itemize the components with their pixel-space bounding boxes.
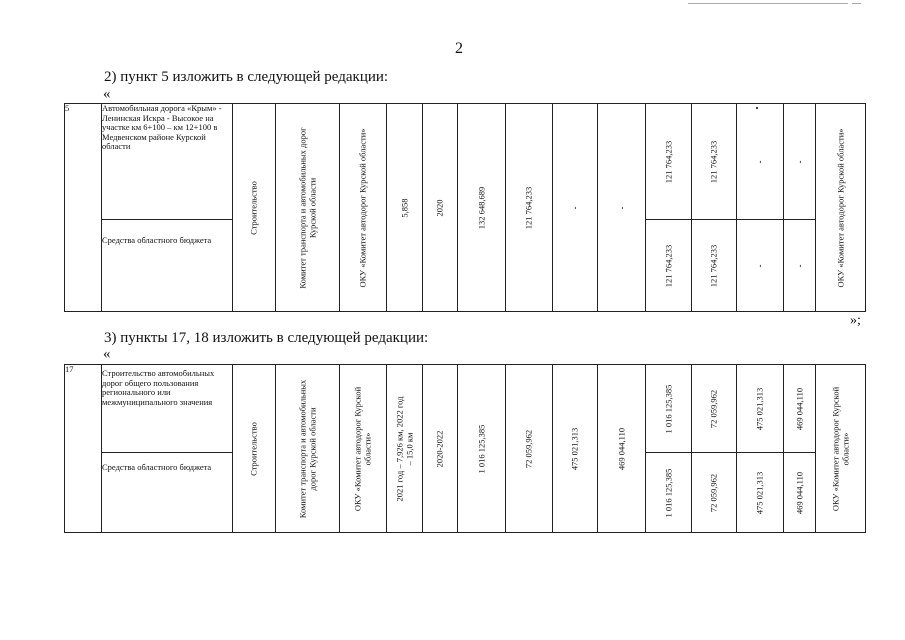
- bottom-value-2-cell: [692, 453, 737, 533]
- top-value-3: -: [754, 160, 765, 163]
- bottom-value-4: -: [793, 264, 804, 267]
- bottom-value-2: 72 059,962: [708, 473, 719, 512]
- top-value-2: 72 059,962: [708, 389, 719, 428]
- top-value-3-cell: [737, 104, 784, 220]
- work-type-cell: [233, 104, 276, 312]
- row-number: 5: [65, 104, 102, 312]
- top-value-4: 469 044,110: [793, 387, 804, 430]
- bottom-value-3-cell: [737, 453, 784, 533]
- total: 121 764,233: [523, 186, 534, 229]
- col9: 475 021,313: [569, 427, 580, 470]
- top-value-3: 475 021,313: [754, 387, 765, 430]
- object-name: Строительство автомобильных дорог общего пользования регионального или межмуниципального значения: [102, 365, 233, 453]
- object-name: Автомобильная дорога «Крым» - Ленинская Искра - Высокое на участке км 6+100 – км 12+100 в Медвенском районе Курской области: [102, 104, 233, 220]
- estimated-cost: 1 016 125,385: [475, 424, 486, 473]
- estimated-cost-cell: [458, 104, 506, 312]
- capacity-cell: [387, 365, 423, 533]
- top-value-1-cell: [646, 104, 692, 220]
- col9-cell: [553, 365, 598, 533]
- recipient-cell: [816, 365, 866, 533]
- funding-source: Средства областного бюджета: [102, 220, 233, 312]
- table-row: [65, 365, 866, 453]
- page-number: 2: [455, 40, 463, 57]
- bottom-value-4: 469 044,110: [793, 471, 804, 514]
- bottom-value-4-cell: [784, 220, 816, 312]
- col10: -: [615, 206, 626, 209]
- row-number: 17: [65, 365, 102, 533]
- developer: ОКУ «Комитет автодорог Курской области»: [357, 127, 368, 288]
- col10-cell: [598, 104, 646, 312]
- section1-table: [64, 103, 866, 312]
- capacity-cell: [387, 104, 423, 312]
- period-cell: [423, 104, 458, 312]
- capacity: 5,858: [398, 197, 409, 218]
- estimated-cost: 132 648,689: [475, 186, 486, 229]
- bottom-value-2: 121 764,233: [708, 244, 719, 287]
- section2-heading: 3) пункты 17, 18 изложить в следующей редакции:: [104, 330, 429, 346]
- top-value-2-cell: [692, 104, 737, 220]
- developer-cell: [340, 365, 387, 533]
- customer-cell: [276, 365, 340, 533]
- total: 72 059,962: [523, 429, 534, 468]
- section1-open-quote: «: [103, 86, 111, 102]
- recipient: ОКУ «Комитет автодорог Курской области»: [830, 386, 850, 511]
- developer: ОКУ «Комитет автодорог Курской области»: [352, 386, 372, 511]
- bottom-value-3-cell: [737, 220, 784, 312]
- period-cell: [423, 365, 458, 533]
- developer-cell: [340, 104, 387, 312]
- section1-close-quote: »;: [850, 313, 861, 328]
- bottom-value-3: 475 021,313: [754, 471, 765, 514]
- header-rule: [688, 3, 848, 4]
- recipient: ОКУ «Комитет автодорог Курской области»: [834, 127, 845, 288]
- col10: 469 044,110: [615, 427, 626, 470]
- top-value-2: 121 764,233: [708, 140, 719, 183]
- header-rule-short: [852, 3, 861, 4]
- recipient-cell: [816, 104, 866, 312]
- top-value-2-cell: [692, 365, 737, 453]
- top-value-3-cell: [737, 365, 784, 453]
- period: 2020: [434, 199, 445, 216]
- bottom-value-1: 121 764,233: [662, 244, 673, 287]
- period: 2020-2022: [434, 430, 445, 467]
- top-value-1: 1 016 125,385: [662, 384, 673, 433]
- top-value-4-cell: [784, 365, 816, 453]
- col10-cell: [598, 365, 646, 533]
- estimated-cost-cell: [458, 365, 506, 533]
- section1-heading: 2) пункт 5 изложить в следующей редакции:: [104, 69, 389, 85]
- col9: -: [569, 206, 580, 209]
- scan-dot: [756, 107, 758, 109]
- bottom-value-4-cell: [784, 453, 816, 533]
- bottom-value-1-cell: [646, 220, 692, 312]
- top-value-1-cell: [646, 365, 692, 453]
- section2-table: [64, 364, 866, 533]
- capacity: 2021 год – 7,926 км, 2022 год – 15,0 км: [394, 396, 414, 501]
- table-row: [65, 104, 866, 220]
- customer: Комитет транспорта и автомобильных дорог Курской области: [297, 379, 317, 518]
- work-type: Строительство: [248, 421, 259, 476]
- customer-cell: [276, 104, 340, 312]
- bottom-value-1-cell: [646, 453, 692, 533]
- section2-open-quote: «: [103, 346, 111, 362]
- total-cell: [506, 365, 553, 533]
- bottom-value-1: 1 016 125,385: [662, 468, 673, 517]
- top-value-1: 121 764,233: [662, 140, 673, 183]
- total-cell: [506, 104, 553, 312]
- bottom-value-3: -: [754, 264, 765, 267]
- work-type-cell: [233, 365, 276, 533]
- col9-cell: [553, 104, 598, 312]
- funding-source: Средства областного бюджета: [102, 453, 233, 533]
- work-type: Строительство: [248, 180, 259, 235]
- bottom-value-2-cell: [692, 220, 737, 312]
- top-value-4: -: [793, 160, 804, 163]
- top-value-4-cell: [784, 104, 816, 220]
- customer: Комитет транспорта и автомобильных дорог Курской области: [297, 126, 317, 289]
